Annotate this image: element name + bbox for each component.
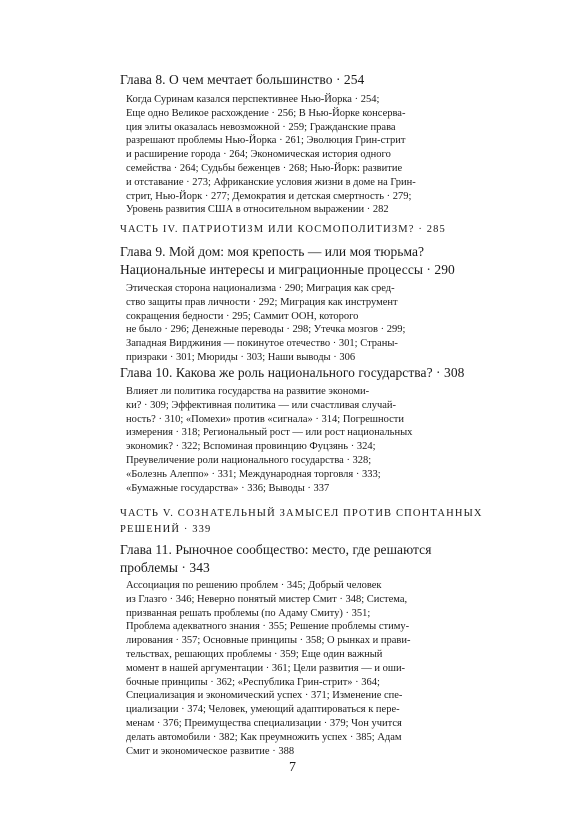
part-5-heading [120, 506, 483, 538]
chapter-8-title-line: Глава 8. О чем мечтает большинство · 254 [120, 72, 365, 87]
chapter-10-title [120, 364, 470, 382]
subsection-line: призванная решать проблемы (по Адаму Смиту) · 351; [126, 607, 371, 619]
subsection-line: лирования · 357; Основные принципы · 358; О рынках и прави- [126, 635, 411, 647]
chapter-11-title [120, 541, 470, 577]
subsection-line: тельствах, решающих проблемы · 359; Еще один важный [126, 648, 383, 660]
subsection-line: момент в нашей аргументации · 361; Цели развития — и оши- [126, 662, 406, 674]
subsection-line: ность? · 310; «Помехи» против «сигнала» · 314; Погрешности [126, 413, 404, 425]
subsection-line: Влияет ли политика государства на развитие экономи- [126, 386, 370, 397]
subsection-line: из Глазго · 346; Неверно понятый мистер Смит · 348; Система, [126, 593, 408, 605]
part-5-heading-line: РЕШЕНИЙ · 339 [120, 524, 212, 535]
chapter-9-title-line: Национальные интересы и миграционные процессы · 290 [120, 262, 455, 277]
subsection-line: стрит, Нью-Йорк · 277; Демократия и детская смертность · 279; [126, 190, 412, 202]
chapter-8-subsections [126, 93, 466, 217]
subsection-line: бочные принципы · 362; «Республика Грин-стрит» · 364; [126, 676, 380, 688]
subsection-line: Преувеличение роли национального государства · 328; [126, 454, 372, 466]
subsection-line: делать автомобили · 382; Как преумножить успех · 385; Адам [126, 731, 402, 743]
part-4-heading [120, 222, 470, 238]
part-5-heading-line: ЧАСТЬ V. СОЗНАТЕЛЬНЫЙ ЗАМЫСЕЛ ПРОТИВ СПОНТАННЫХ [120, 508, 483, 519]
subsection-line: разрешают проблемы Нью-Йорка · 261; Эволюция Грин-стрит [126, 135, 406, 147]
subsection-line: Уровень развития США в относительном выражении · 282 [126, 204, 389, 216]
chapter-9-subsections [126, 282, 466, 365]
subsection-line: Смит и экономическое развитие · 388 [126, 745, 295, 757]
chapter-8-title [120, 71, 470, 89]
subsection-line: и отставание · 273; Африканские условия жизни в доме на Грин- [126, 176, 416, 188]
chapter-9-title-line: Глава 9. Мой дом: моя крепость — или моя тюрьма? [120, 244, 425, 259]
page-number: 7 [289, 760, 296, 775]
chapter-9-title [120, 243, 470, 279]
subsection-line: призраки · 301; Мюриды · 303; Наши выводы · 306 [126, 351, 356, 363]
subsection-line: Западная Вирджиния — покинутое отечество · 301; Страны- [126, 338, 398, 350]
subsection-line: Этическая сторона национализма · 290; Миграция как сред- [126, 283, 395, 294]
subsection-line: Ассоциация по решению проблем · 345; Добрый человек [126, 580, 382, 591]
subsection-line: не было · 296; Денежные переводы · 298; Утечка мозгов · 299; [126, 324, 406, 336]
subsection-line: Когда Суринам казался перспективнее Нью-Йорка · 254; [126, 94, 380, 105]
subsection-line: и расширение города · 264; Экономическая история одного [126, 149, 391, 161]
part-4-heading-line: ЧАСТЬ IV. ПАТРИОТИЗМ ИЛИ КОСМОПОЛИТИЗМ? · 285 [120, 224, 446, 235]
chapter-11-title-line: проблемы · 343 [120, 560, 210, 575]
subsection-line: измерения · 318; Региональный рост — или рост национальных [126, 427, 413, 439]
subsection-line: сокращения бедности · 295; Саммит ООН, которого [126, 310, 359, 322]
subsection-line: «Болезнь Алеппо» · 331; Международная торговля · 333; [126, 468, 381, 480]
chapter-11-subsections [126, 579, 466, 758]
subsection-line: экономик? · 322; Вспоминая провинцию Фуцзянь · 324; [126, 441, 376, 453]
subsection-line: «Бумажные государства» · 336; Выводы · 337 [126, 482, 330, 494]
subsection-line: Специализация и экономический успех · 371; Изменение спе- [126, 690, 403, 702]
chapter-10-title-line: Глава 10. Какова же роль национального государства? · 308 [120, 365, 465, 380]
subsection-line: менам · 376; Преимущества специализации · 379; Чон учится [126, 717, 402, 729]
subsection-line: ство защиты прав личности · 292; Миграция как инструмент [126, 296, 398, 308]
subsection-line: ция элиты оказалась невозможной · 259; Гражданские права [126, 121, 396, 133]
subsection-line: ки? · 309; Эффективная политика — или счастливая случай- [126, 399, 397, 411]
subsection-line: циализации · 374; Человек, умеющий адаптироваться к пере- [126, 704, 400, 716]
chapter-11-title-line: Глава 11. Рыночное сообщество: место, где решаются [120, 542, 432, 557]
subsection-line: Проблема адекватного знания · 355; Решение проблемы стиму- [126, 621, 410, 633]
subsection-line: семейства · 264; Судьбы беженцев · 268; Нью-Йорк: развитие [126, 162, 403, 174]
chapter-10-subsections [126, 385, 466, 495]
subsection-line: Еще одно Великое расхождение · 256; В Нью-Йорке консерва- [126, 107, 406, 119]
